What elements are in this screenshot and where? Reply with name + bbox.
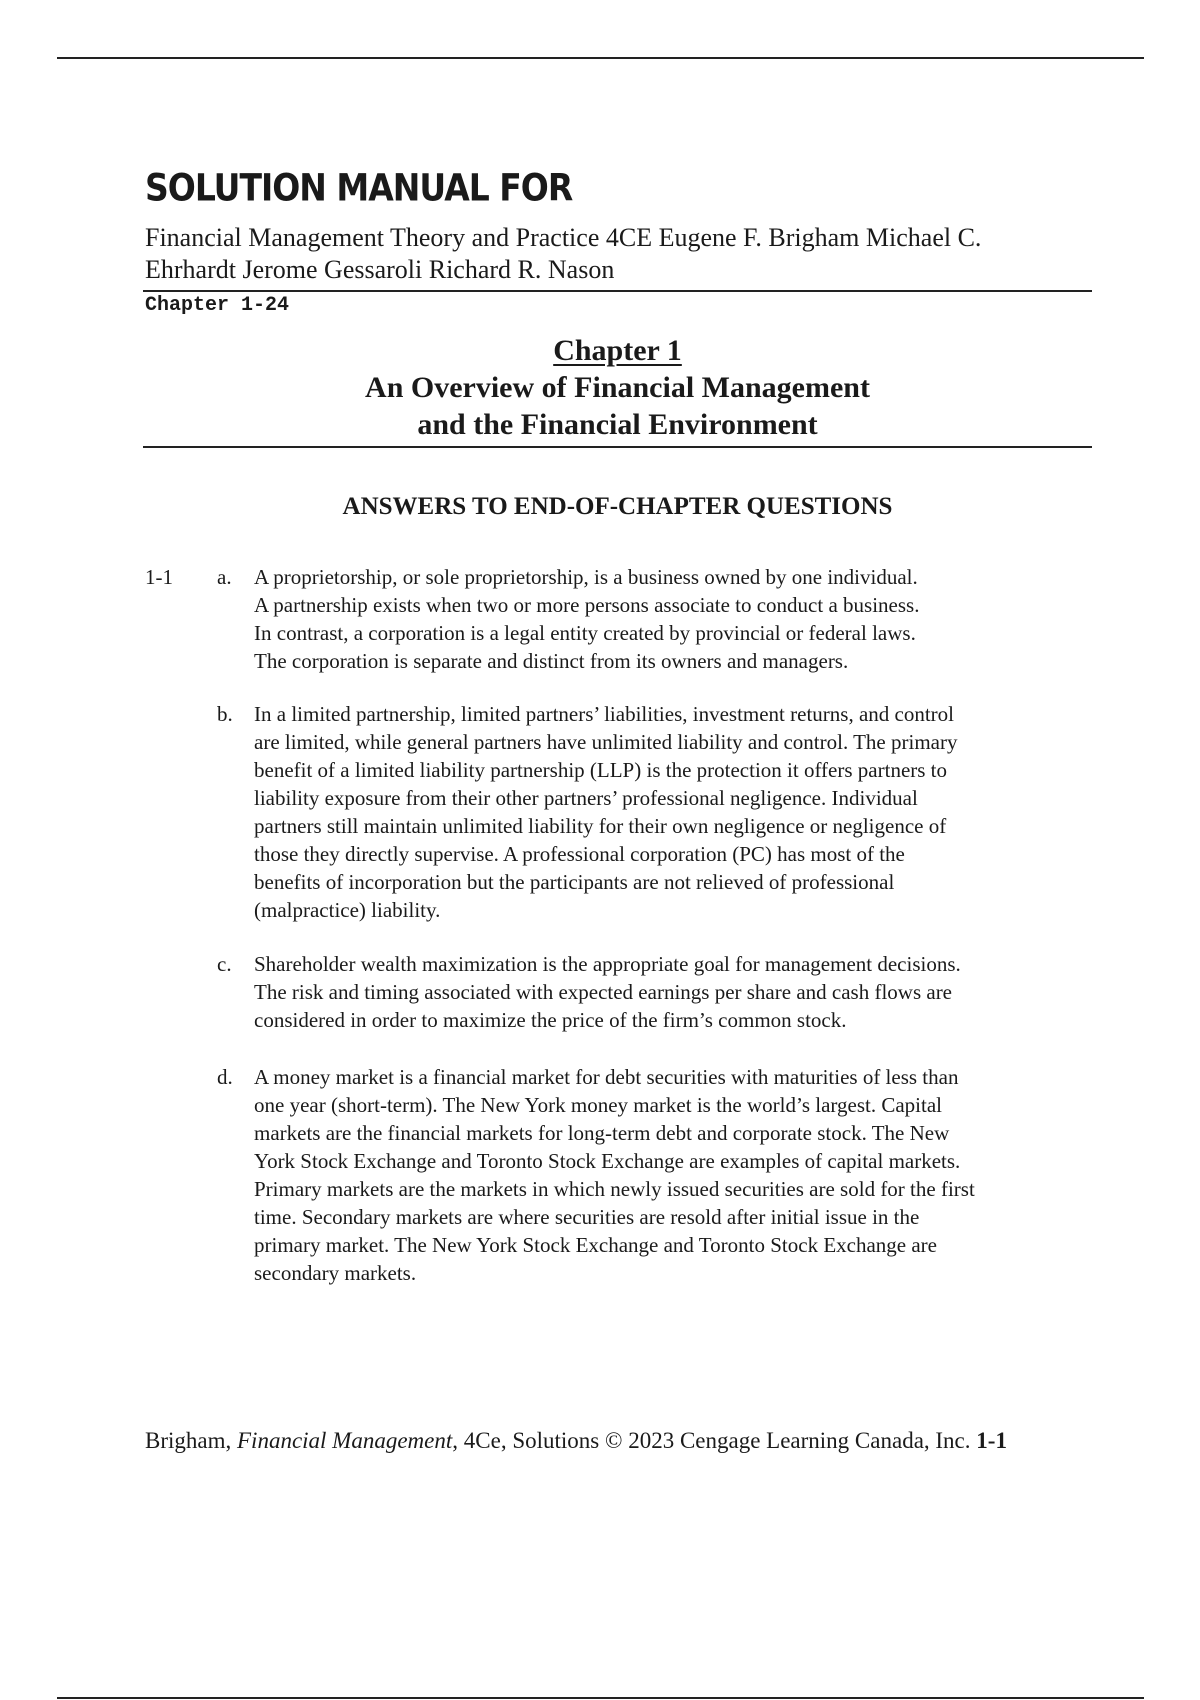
text-line: time. Secondary markets are where securities are resold after initial issue in the: [254, 1205, 920, 1229]
book-info-line-1: Financial Management Theory and Practice 4CE Eugene F. Brigham Michael C.: [145, 223, 982, 252]
chapter-divider: [143, 446, 1092, 448]
text-line: considered in order to maximize the price of the firm’s common stock.: [254, 1008, 847, 1032]
text-line: secondary markets.: [254, 1261, 417, 1285]
chapter-number: Chapter 1: [553, 334, 682, 367]
item-letter: a.: [217, 565, 232, 589]
page-footer: [145, 1426, 1007, 1456]
text-line: A proprietorship, or sole proprietorship, is a business owned by one individual.: [254, 565, 918, 589]
text-line: benefits of incorporation but the participants are not relieved of professional: [254, 870, 895, 894]
text-line: Primary markets are the markets in which newly issued securities are sold for the first: [254, 1177, 975, 1201]
text-line: one year (short-term). The New York money market is the world’s largest. Capital: [254, 1093, 942, 1117]
chapter-heading: [143, 332, 1092, 443]
text-line: are limited, while general partners have unlimited liability and control. The primary: [254, 730, 958, 754]
text-line: In a limited partnership, limited partners’ liabilities, investment returns, and control: [254, 702, 955, 726]
text-line: markets are the financial markets for long-term debt and corporate stock. The New: [254, 1121, 950, 1145]
bottom-divider: [57, 1697, 1144, 1699]
text-line: liability exposure from their other partners’ professional negligence. Individual: [254, 786, 918, 810]
item-text: [254, 563, 1097, 675]
text-line: York Stock Exchange and Toronto Stock Exchange are examples of capital markets.: [254, 1149, 961, 1173]
chapter-title-line-2: and the Financial Environment: [417, 408, 818, 441]
text-line: primary market. The New York Stock Exchange and Toronto Stock Exchange are: [254, 1233, 937, 1257]
text-line: benefit of a limited liability partnership (LLP) is the protection it offers partners to: [254, 758, 948, 782]
footer-author: Brigham,: [145, 1428, 237, 1453]
item-letter: b.: [217, 702, 233, 726]
item-letter: c.: [217, 952, 232, 976]
answer-item-b: [217, 700, 1097, 924]
text-line: Shareholder wealth maximization is the appropriate goal for management decisions.: [254, 952, 961, 976]
text-line: (malpractice) liability.: [254, 898, 441, 922]
text-line: In contrast, a corporation is a legal entity created by provincial or federal laws.: [254, 621, 916, 645]
chapter-range: Chapter 1-24: [145, 294, 290, 317]
text-line: The corporation is separate and distinct from its owners and managers.: [254, 649, 849, 673]
answer-item-d: [217, 1063, 1097, 1287]
answers-heading: ANSWERS TO END-OF-CHAPTER QUESTIONS: [342, 493, 893, 520]
text-line: The risk and timing associated with expected earnings per share and cash flows are: [254, 980, 953, 1004]
chapter-title-line-1: An Overview of Financial Management: [365, 371, 870, 404]
top-divider: [57, 57, 1144, 59]
footer-copyright: , 4Ce, Solutions © 2023 Cengage Learning Canada, Inc.: [452, 1428, 977, 1453]
book-info: [145, 222, 1092, 286]
answer-item-c: [217, 950, 1097, 1034]
item-text: [254, 950, 1097, 1034]
manual-title: SOLUTION MANUAL FOR: [145, 165, 573, 210]
footer-page-number: 1-1: [976, 1428, 1007, 1453]
text-line: A money market is a financial market for debt securities with maturities of less than: [254, 1065, 959, 1089]
footer-book-title: Financial Management: [237, 1428, 453, 1453]
text-line: partners still maintain unlimited liability for their own negligence or negligence of: [254, 814, 947, 838]
item-letter: d.: [217, 1065, 233, 1089]
book-info-line-2: Ehrhardt Jerome Gessaroli Richard R. Nason: [145, 255, 615, 284]
question-number: 1-1: [145, 565, 173, 589]
answer-item-a: [217, 563, 1097, 675]
item-text: [254, 1063, 1097, 1287]
text-line: A partnership exists when two or more persons associate to conduct a business.: [254, 593, 920, 617]
title-divider: [143, 290, 1092, 292]
item-text: [254, 700, 1097, 924]
text-line: those they directly supervise. A professional corporation (PC) has most of the: [254, 842, 905, 866]
